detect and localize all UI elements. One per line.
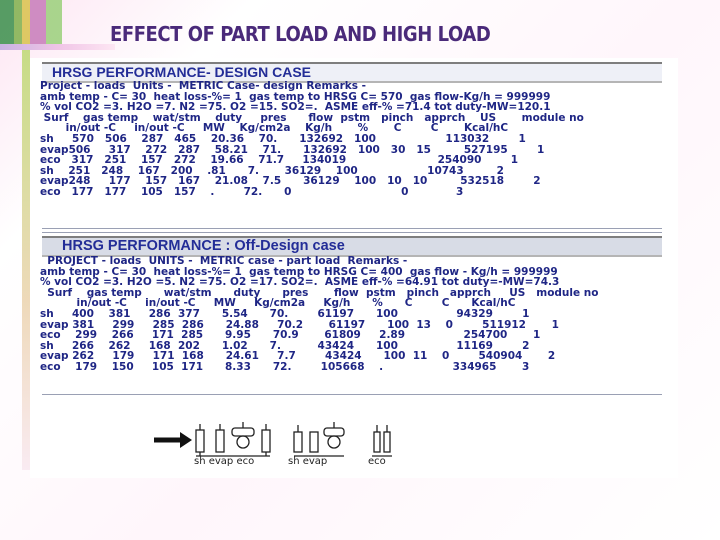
slide-title: EFFECT OF PART LOAD AND HIGH LOAD	[110, 22, 491, 46]
offdesign-row: sh 400 381 286 377 5.54 70. 61197 100 94329 1	[40, 307, 530, 320]
design-row: evap506 317 272 287 58.21 71. 132692 100 30 15 527195 1	[40, 143, 545, 156]
heat-exchanger-group-3-icon	[372, 425, 392, 456]
section-divider	[42, 228, 662, 229]
design-row: eco 177 177 105 157 . 72. 0 0 3	[40, 185, 464, 198]
offdesign-column-units: in/out -C in/out -C MW Kg/cm2a Kg/h % C C Kcal/hC	[40, 297, 516, 310]
heat-exchanger-group-1-icon	[196, 422, 270, 456]
results-panel	[30, 58, 678, 478]
design-case-table	[40, 81, 670, 198]
offdesign-row: sh 266 262 168 202 1.02 7. 43424 100 11169 2	[40, 339, 530, 352]
design-row: eco 317 251 157 272 19.66 71.7 134019 254090 1	[40, 154, 519, 167]
offdesign-case-table	[40, 256, 670, 373]
hrsg-diagram-graphic	[150, 420, 410, 460]
offdesign-column-header: Surf gas temp wat/stm duty pres flow pstm pinch apprch US module no	[40, 286, 599, 299]
design-row: sh 570 506 287 465 20.36 70. 132692 100 113032 1	[40, 132, 526, 145]
design-column-header: Surf gas temp wat/stm duty pres flow pstm pinch apprch US module no	[40, 111, 584, 124]
offdesign-row: evap 262 179 171 168 24.61 7.7 43424 100 11 0 540904 2	[40, 350, 556, 363]
offdesign-row: evap 381 299 285 286 24.88 70.2 61197 100 13 0 511912 1	[40, 318, 559, 331]
diagram-label-group-1: sh evap eco	[194, 456, 255, 467]
corner-decoration	[0, 0, 90, 48]
offdesign-row: eco 179 150 105 171 8.33 72. 105668 . 334965 3	[40, 360, 530, 373]
gas-flow-arrow-icon	[154, 432, 192, 448]
diagram-label-group-2: sh evap	[288, 456, 328, 467]
side-decoration-strip	[22, 50, 30, 470]
design-line: Project - loads Units - METRIC Case- design Remarks -	[40, 80, 366, 92]
design-case-title: HRSG PERFORMANCE- DESIGN CASE	[52, 64, 312, 80]
diagram-label-group-3: eco	[368, 456, 386, 467]
section-divider	[42, 232, 662, 233]
offdesign-case-title: HRSG PERFORMANCE : Off-Design case	[62, 238, 345, 254]
bottom-divider	[42, 394, 662, 395]
design-row: evap248 177 157 167 21.08 7.5 36129 100 10 10 532518 2	[40, 175, 541, 188]
offdesign-row: eco 299 266 171 285 9.95 70.9 61809 2.89 254700 1	[40, 329, 541, 342]
design-row: sh 251 248 167 200 .81 7. 36129 100 10743 2	[40, 164, 504, 177]
design-column-units: in/out -C in/out -C MW Kg/cm2a Kg/h % C C Kcal/hC	[40, 122, 509, 135]
offdesign-case-header	[42, 236, 662, 257]
hrsg-flow-diagram	[150, 420, 410, 478]
offdesign-line: % vol CO2 =3. H2O =5. N2 =75. O2 =17. SO2=. ASME eff-% =64.91 tot duty=-MW=74.3	[40, 276, 560, 289]
corner-accent-bar	[0, 44, 115, 50]
offdesign-line: amb temp - C= 30 heat loss-%= 1 gas temp to HRSG C= 400 gas flow - Kg/h = 999999	[40, 265, 558, 278]
design-line: % vol CO2 =3. H2O =7. N2 =75. O2 =15. SO2=. ASME eff-% =71.4 tot duty-MW=120.1	[40, 101, 551, 114]
heat-exchanger-group-2-icon	[294, 422, 344, 456]
design-line: amb temp - C= 30 heat loss-%= 1 gas temp to HRSG C= 570 gas flow-Kg/h = 999999	[40, 90, 551, 103]
offdesign-line: PROJECT - loads UNITS - METRIC case - part load Remarks -	[40, 255, 408, 267]
